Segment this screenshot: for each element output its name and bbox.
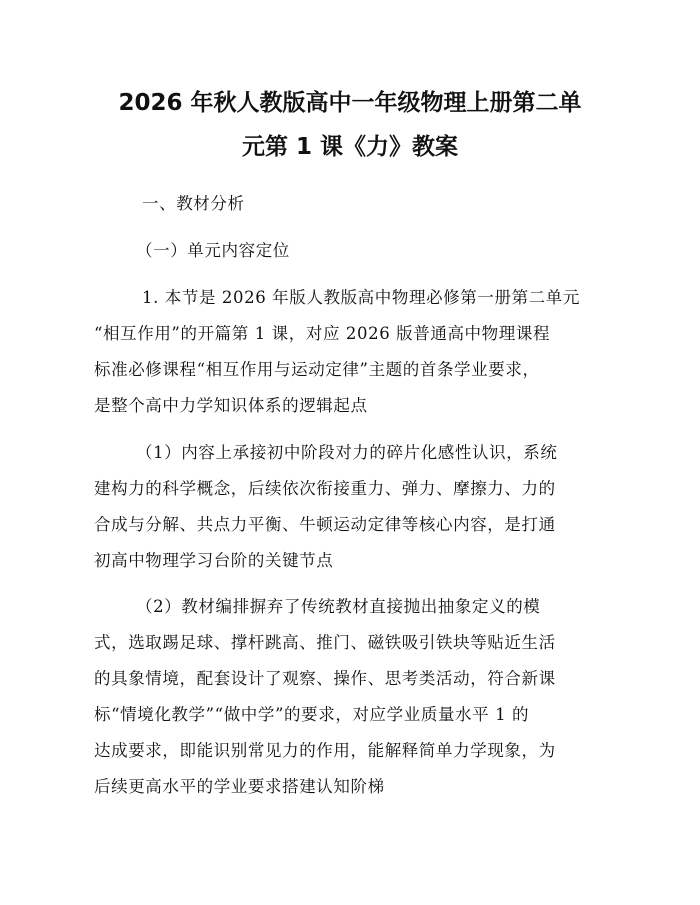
document-title-line-2: 元第 1 课《力》教案 xyxy=(241,134,459,160)
document-title-line-1: 2026 年秋人教版高中一年级物理上册第二单 xyxy=(118,90,582,116)
paragraph-2-line-3: 合成与分解、共点力平衡、牛顿运动定律等核心内容，是打通 xyxy=(94,515,556,534)
paragraph-1-line-1: 1. 本节是 2026 年版人教版高中物理必修第一册第二单元 xyxy=(142,288,580,307)
section-heading: 一、教材分析 xyxy=(142,194,245,213)
paragraph-1-line-2: “相互作用”的开篇第 1 课，对应 2026 版普通高中物理课程 xyxy=(94,324,551,343)
paragraph-3-line-1: （2）教材编排摒弃了传统教材直接抛出抽象定义的模 xyxy=(136,597,541,616)
paragraph-3-line-3: 的具象情境，配套设计了观察、操作、思考类活动，符合新课 xyxy=(94,669,556,688)
paragraph-1-line-3: 标准必修课程“相互作用与运动定律”主题的首条学业要求， xyxy=(94,360,540,379)
paragraph-1-line-4: 是整个高中力学知识体系的逻辑起点 xyxy=(94,396,368,415)
paragraph-2-line-4: 初高中物理学习台阶的关键节点 xyxy=(94,551,334,570)
paragraph-3-line-5: 达成要求，即能识别常见力的作用，能解释简单力学现象，为 xyxy=(94,741,556,760)
paragraph-3-line-2: 式，选取踢足球、撑杆跳高、推门、磁铁吸引铁块等贴近生活 xyxy=(94,633,556,652)
paragraph-2-line-1: （1）内容上承接初中阶段对力的碎片化感性认识，系统 xyxy=(136,443,558,462)
subsection-heading: （一）单元内容定位 xyxy=(136,241,290,260)
paragraph-3-line-6: 后续更高水平的学业要求搭建认知阶梯 xyxy=(94,777,385,796)
paragraph-2-line-2: 建构力的科学概念，后续依次衔接重力、弹力、摩擦力、力的 xyxy=(94,479,556,498)
paragraph-3-line-4: 标“情境化教学”“做中学”的要求，对应学业质量水平 1 的 xyxy=(94,705,530,724)
